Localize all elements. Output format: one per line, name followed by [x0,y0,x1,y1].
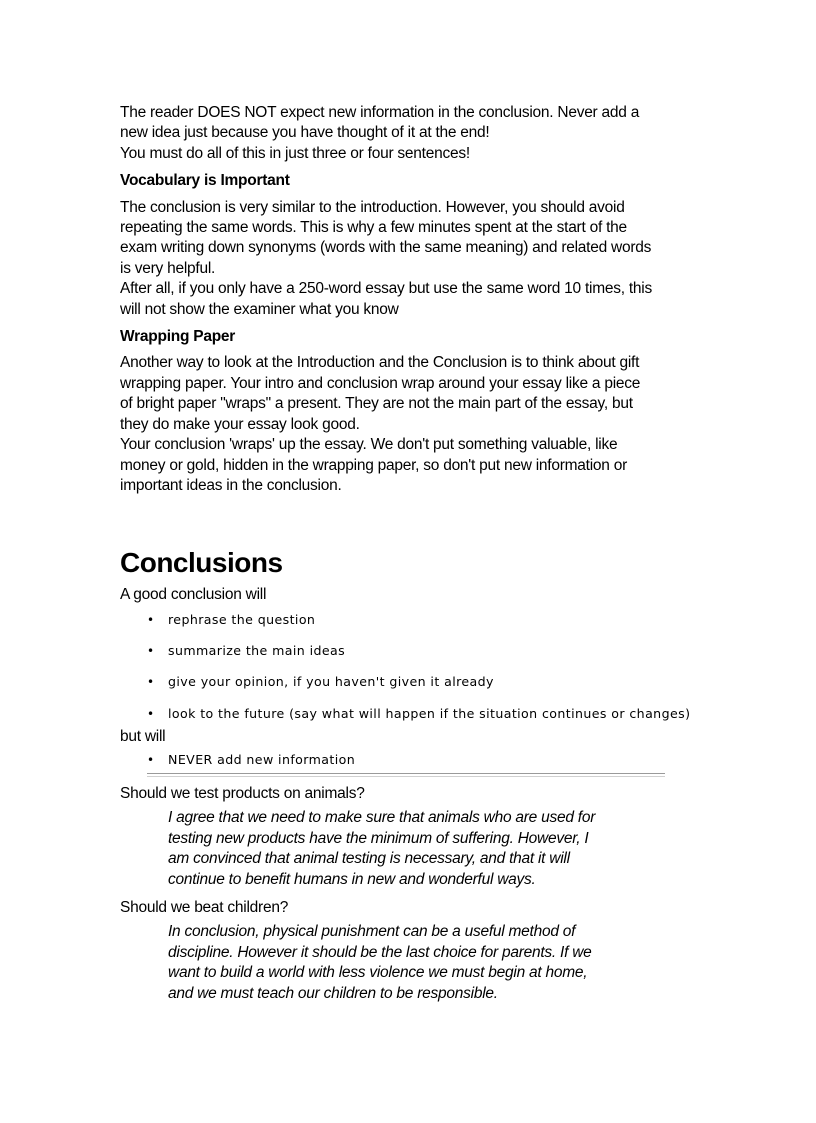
but-will-line: but will [120,727,166,745]
wrapping-paper-heading: Wrapping Paper [120,328,236,346]
list-item-text: give your opinion, if you haven't given it already [168,674,494,690]
list-item-text: summarize the main ideas [168,643,346,659]
vocabulary-paragraph: The conclusion is very similar to the introduction. However, you should avoid repeating the same words. This is why a few minutes spent at the start of the exam writing down synonyms (words with the same meaning) and related words is very helpful. After all, if you only have a 250-word essay but use the same word 10 times, this will not show the examiner what you know [120,198,652,318]
bullet-icon: • [147,675,155,690]
example-question-children: Should we beat children? [120,899,289,917]
list-item [147,641,710,661]
list-item-text: NEVER add new information [168,752,356,768]
bullet-icon: • [147,706,155,721]
wrapping-paper-paragraph: Another way to look at the Introduction and the Conclusion is to think about gift wrapping paper. Your intro and conclusion wrap around your essay like a piece of bright paper "wraps" a present. They are not the main part of the essay, but they do make your essay look good. Your conclusion 'wraps' up the essay. We don't put something valuable, like money or gold, hidden in the wrapping paper, so don't put new information or important ideas in the conclusion. [120,354,641,494]
list-item [147,750,710,770]
bad-conclusion-list [120,750,710,770]
example-answer-children: In conclusion, physical punishment can be a useful method of discipline. However it should be the last choice for parents. If we want to build a world with less violence we must begin at home, and we must teach our children to be responsible. [168,923,592,1002]
example-question-animals: Should we test products on animals? [120,785,365,803]
example-answer-animals: I agree that we need to make sure that animals who are used for testing new products have the minimum of suffering. However, I am convinced that animal testing is necessary, and that it will continue to benefit humans in new and wonderful ways. [168,809,596,888]
intro-paragraph: The reader DOES NOT expect new information in the conclusion. Never add a new idea just because you have thought of it at the end! You must do all of this in just three or four sentences! [120,104,640,162]
vocabulary-heading: Vocabulary is Important [120,172,290,190]
horizontal-divider [147,773,665,777]
list-item-text: rephrase the question [168,611,316,627]
good-conclusion-intro: A good conclusion will [120,586,267,604]
list-item [147,704,710,724]
bullet-icon: • [147,753,155,768]
conclusions-heading: Conclusions [120,547,283,579]
document-page [120,103,710,1004]
bullet-icon: • [147,612,155,627]
list-item-text: look to the future (say what will happen if the situation continues or changes) [168,705,691,721]
good-conclusion-list [120,610,710,724]
bullet-icon: • [147,644,155,659]
list-item [147,610,710,630]
list-item [147,672,710,692]
